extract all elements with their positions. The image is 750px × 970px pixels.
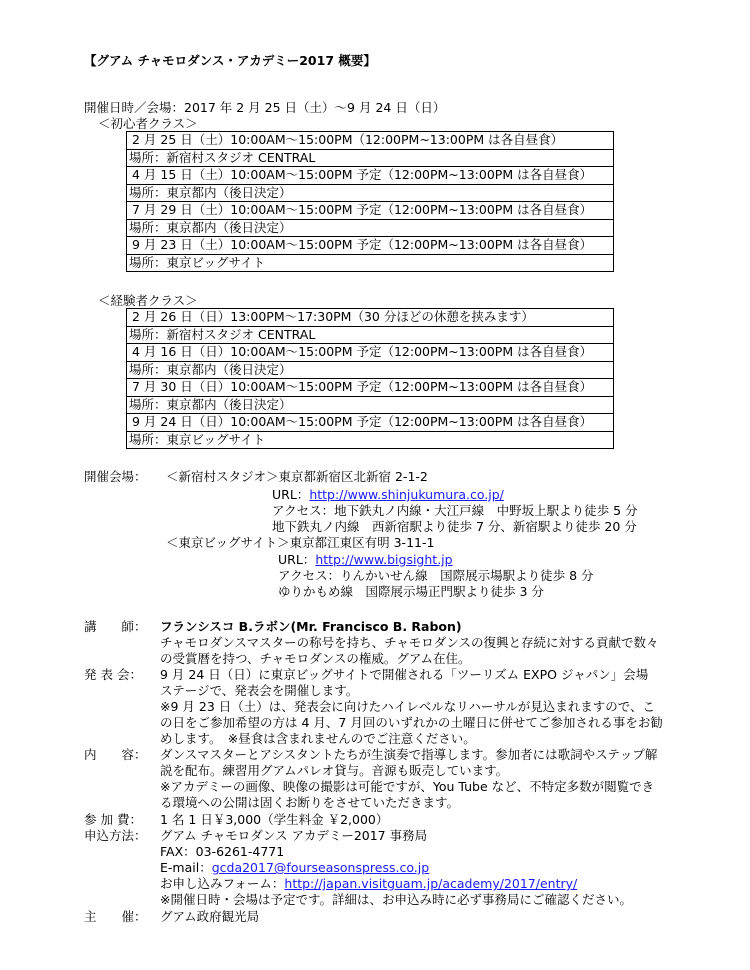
table-row (127, 184, 614, 202)
bigsight-access-1: アクセス：りんかいせん線 国際展示場駅より徒歩 8 分 (278, 568, 594, 583)
recital-text-1: 9 月 24 日（日）に東京ビッグサイトで開催される「ツーリズム EXPO ジャパン」会場 (160, 667, 649, 682)
content-text-2: 説を配布。練習用グアムパレオ貸与。音源も販売しています。 (160, 763, 509, 778)
sponsor-value: グアム政府観光局 (160, 909, 260, 924)
table-row (127, 344, 614, 362)
bigsight-access-2: ゆりかもめ線 国際展示場正門駅より徒歩 3 分 (278, 584, 544, 599)
session-place: 場所：東京都内（後日決定） (127, 396, 614, 414)
table-row (127, 379, 614, 397)
table-row (127, 167, 614, 185)
email-label: E-mail： (160, 860, 212, 875)
content-label: 内 容： (84, 747, 147, 762)
content-text-3: ※アカデミーの画像、映像の撮影は可能ですが、You Tube など、不特定多数が閲覧でき (160, 779, 655, 794)
fee-value: 1 名 1 日￥3,000（学生料金 ￥2,000） (160, 812, 389, 827)
venue-label: 開催会場： (84, 469, 147, 484)
session-time: 7 月 30 日（日）10:00AM～15:00PM 予定（12:00PM~13:00PM は各自昼食） (127, 379, 614, 397)
table-row (127, 254, 614, 272)
table-row (127, 237, 614, 255)
session-place: 場所：東京ビッグサイト (127, 254, 614, 272)
session-place: 場所：新宿村スタジオ CENTRAL (127, 326, 614, 344)
table-row (127, 431, 614, 449)
session-time: 7 月 29 日（土）10:00AM～15:00PM 予定（12:00PM~13:00PM は各自昼食） (127, 202, 614, 220)
beginner-class-heading: ＜初心者クラス＞ (98, 116, 198, 131)
recital-text-3: ※9 月 23 日（土）は、発表会に向けたハイレベルなリハーサルが見込まれますので、こ (160, 699, 656, 714)
table-row (127, 326, 614, 344)
table-row (127, 149, 614, 167)
event-dates: 開催日時／会場：2017 年 2 月 25 日（土）～9 月 24 日（日） (84, 100, 446, 115)
recital-text-4: の日をご参加希望の方は 4 月、7 月回のいずれかの土曜日に併せてご参加される事をお勧 (160, 715, 663, 730)
apply-office: グアム チャモロダンス アカデミー2017 事務局 (160, 828, 428, 843)
recital-label: 発 表 会： (84, 667, 142, 682)
session-time: 2 月 26 日（日）13:00PM～17:30PM（30 分ほどの休憩を挟みます） (127, 309, 614, 327)
page-title: 【グアム チャモロダンス・アカデミー2017 概要】 (84, 53, 376, 68)
sponsor-label: 主 催： (84, 909, 147, 924)
experienced-schedule-table (126, 308, 614, 449)
table-row (127, 309, 614, 327)
instructor-desc-2: の受賞暦を持つ、チャモロダンスの権威。グアム在住。 (160, 651, 471, 666)
experienced-class-heading: ＜経験者クラス＞ (98, 293, 198, 308)
bigsight-venue: ＜東京ビッグサイト＞東京都江東区有明 3-11-1 (166, 535, 435, 550)
table-row (127, 396, 614, 414)
instructor-name: フランシスコ B.ラボン(Mr. Francisco B. Rabon) (160, 619, 462, 634)
table-row (127, 361, 614, 379)
session-time: 9 月 24 日（日）10:00AM～15:00PM 予定（12:00PM~13:00PM は各自昼食） (127, 414, 614, 432)
instructor-desc-1: チャモロダンスマスターの称号を持ち、チャモロダンスの復興と存続に対する貢献で数々 (160, 635, 659, 650)
apply-note: ※開催日時・会場は予定です。詳細は、お申込み時に必ず事務局にご確認ください。 (160, 892, 632, 907)
shinjuku-venue: ＜新宿村スタジオ＞東京都新宿区北新宿 2-1-2 (166, 469, 428, 484)
instructor-label: 講 師： (84, 619, 147, 634)
table-row (127, 202, 614, 220)
session-place: 場所：東京都内（後日決定） (127, 361, 614, 379)
form-link[interactable]: http://japan.visitguam.jp/academy/2017/entry/ (284, 876, 578, 891)
table-row (127, 132, 614, 150)
beginner-schedule-table (126, 131, 614, 272)
session-time: 4 月 16 日（日）10:00AM～15:00PM 予定（12:00PM~13:00PM は各自昼食） (127, 344, 614, 362)
session-place: 場所：新宿村スタジオ CENTRAL (127, 149, 614, 167)
url-label: URL： (278, 552, 316, 567)
shinjuku-access-1: アクセス：地下鉄丸ノ内線・大江戸線 中野坂上駅より徒歩 5 分 (272, 503, 638, 518)
recital-text-5: めします。 ※昼食は含まれませんのでご注意ください。 (160, 731, 476, 746)
url-label: URL： (272, 487, 310, 502)
shinjuku-access-2: 地下鉄丸ノ内線 西新宿駅より徒歩 7 分、新宿駅より徒歩 20 分 (272, 519, 637, 534)
session-place: 場所：東京都内（後日決定） (127, 219, 614, 237)
shinjuku-url-link[interactable]: http://www.shinjukumura.co.jp/ (309, 487, 504, 502)
recital-text-2: ステージで、発表会を開催します。 (160, 683, 359, 698)
form-label: お申し込みフォーム： (160, 876, 285, 891)
session-place: 場所：東京都内（後日決定） (127, 184, 614, 202)
email-link[interactable]: gcda2017@fourseasonspress.co.jp (211, 860, 430, 875)
session-place: 場所：東京ビッグサイト (127, 431, 614, 449)
bigsight-url-link[interactable]: http://www.bigsight.jp (315, 552, 453, 567)
session-time: 4 月 15 日（土）10:00AM～15:00PM 予定（12:00PM~13:00PM は各自昼食） (127, 167, 614, 185)
apply-fax: FAX：03-6261-4771 (160, 844, 285, 859)
table-row (127, 414, 614, 432)
fee-label: 参 加 費： (84, 812, 142, 827)
table-row (127, 219, 614, 237)
session-time: 9 月 23 日（土）10:00AM～15:00PM 予定（12:00PM~13:00PM は各自昼食） (127, 237, 614, 255)
content-text-4: る環境への公開は固くお断りをさせていただきます。 (160, 795, 460, 810)
apply-label: 申込方法： (84, 828, 147, 843)
content-text-1: ダンスマスターとアシスタントたちが生演奏で指導します。参加者には歌詞やステップ解 (160, 747, 658, 762)
session-time: 2 月 25 日（土）10:00AM～15:00PM（12:00PM~13:00PM は各自昼食） (127, 132, 614, 150)
